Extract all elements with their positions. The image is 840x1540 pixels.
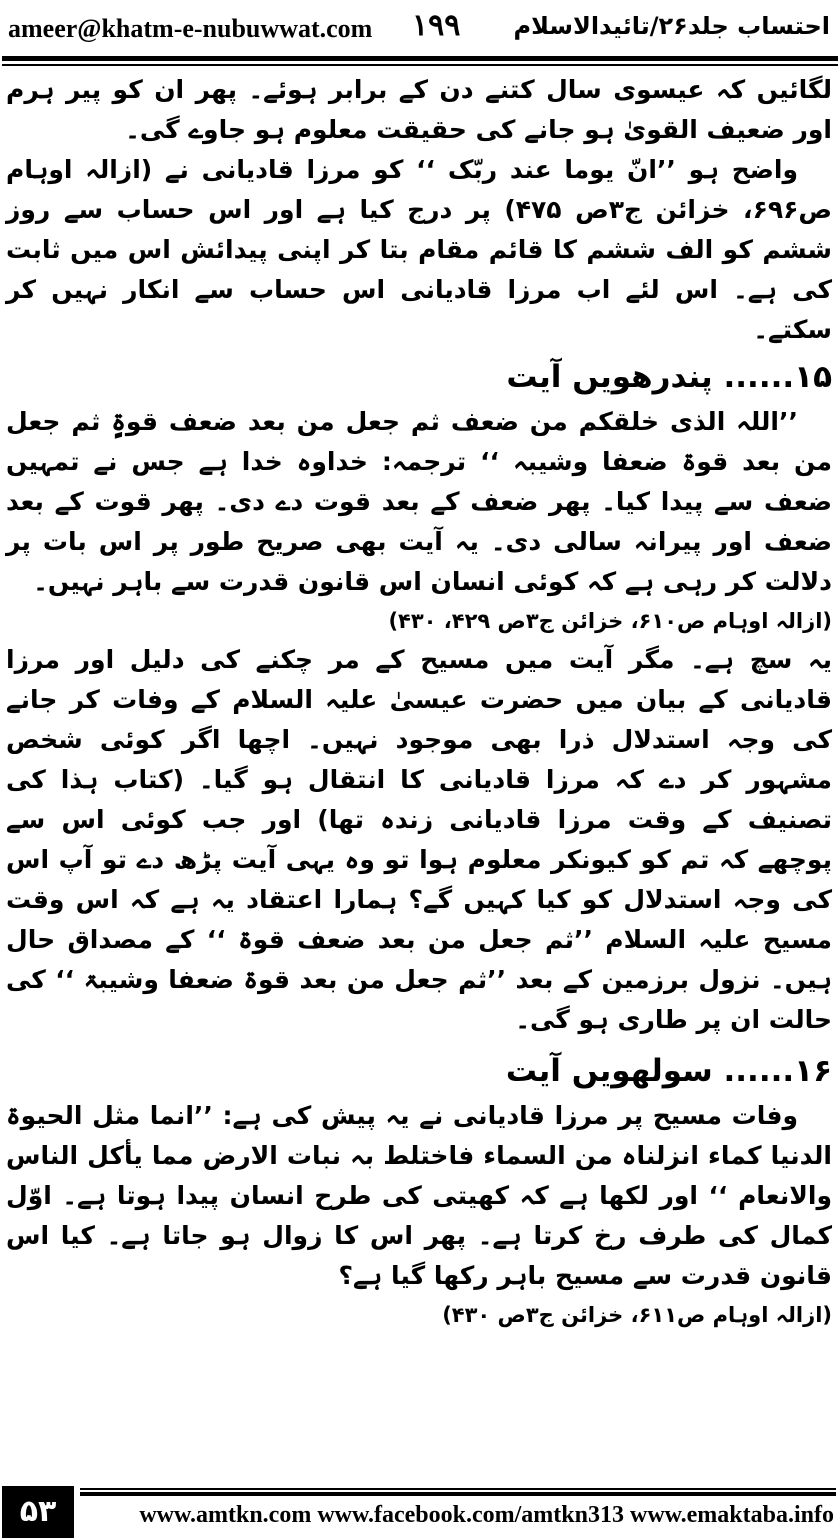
- page-content: [6, 70, 832, 1334]
- paragraph-4: یہ سچ ہے۔ مگر آیت میں مسیح کے مر چکنے کی دلیل اور مرزا قادیانی کے بیان میں حضرت عیسیٰ علیہ السلام کے وفات کر جانے کی وجہ استدلال ذرا بھی موجود نہیں۔ اچھا اگر کوئی شخص مشہور کر دے کہ مرزا قادیانی کا انتقال ہو گیا۔ (کتاب ہذا کی تصنیف کے وقت مرزا قادیانی زندہ تھا) اور جب کوئی اس سے پوچھے کہ تم کو کیونکر معلوم ہوا تو وہ یہی آیت پڑھ دے تو آپ اس کی وجہ استدلال کو کیا کہیں گے؟ ہمارا اعتقاد یہ ہے کہ اس وقت مسیح علیہ السلام ’’ثم جعل من بعد ضعف قوۃ ‘‘ کے مصداق حال ہیں۔ نزول برزمین کے بعد ’’ثم جعل من بعد قوۃ ضعفا وشیبۃ ‘‘ کی حالت ان پر طاری ہو گی۔: [6, 645, 832, 1034]
- paragraph-5: وفات مسیح پر مرزا قادیانی نے یہ پیش کی ہے: ’’انما مثل الحیوۃ الدنیا کماء انزلناہ من السماء فاختلط بہ نبات الارض مما یأکل الناس والانعام ‘‘ اور لکھا ہے کہ کھیتی کی طرح انسان پیدا ہوتا ہے۔ اوّل کمال کی طرف رخ کرتا ہے۔ پھر اس کا زوال ہو جاتا ہے۔ کیا اس قانون قدرت سے مسیح باہر رکھا گیا ہے؟: [6, 1101, 832, 1290]
- header-rule-thin: [2, 64, 838, 66]
- footer-rule-thin: [80, 1488, 836, 1490]
- header-book-title: احتساب جلد۲۶/تائیدالاسلام: [513, 12, 830, 40]
- heading-15th-verse: ۱۵...... پندرھویں آیت: [506, 359, 832, 395]
- header-rule-thick: [2, 56, 838, 61]
- header-page-number: ۱۹۹: [412, 8, 461, 43]
- paragraph-3: ’’اللہ الذی خلقکم من ضعف ثم جعل من بعد ضعف قوۃٍ ثم جعل من بعد قوۃ ضعفا وشیبہ ‘‘ ترجمہ: خداوہ خدا ہے جس نے تمہیں ضعف سے پیدا کیا۔ پھر ضعف کے بعد قوت دے دی۔ پھر قوت کے بعد ضعف اور پیرانہ سالی دی۔ یہ آیت بھی صریح طور پر اس بات پر دلالت کر رہی ہے کہ کوئی انسان اس قانون قدرت سے باہر نہیں۔: [6, 407, 832, 596]
- paragraph-2: واضح ہو ’’انّ یوما عند ربّک ‘‘ کو مرزا قادیانی نے (ازالہ اوہام ص۶۹۶، خزائن ج۳ص ۴۷۵) پر درج کیا ہے اور اس حساب سے روز ششم کو الف ششم کا قائم مقام بتا کر اپنی پیدائش اس میں ثابت کی ہے۔ اس لئے اب مرزا قادیانی اس حساب سے انکار نہیں کر سکتے۔: [6, 155, 832, 344]
- footer-rule-thick: [80, 1492, 836, 1496]
- heading-16th-verse: ۱۶...... سولھویں آیت: [505, 1053, 832, 1089]
- paragraph-1: لگائیں کہ عیسوی سال کتنے دن کے برابر ہوئے۔ پھر ان کو پیر ہرم اور ضعیف القویٰ ہو جانے کی حقیقت معلوم ہو جاوے گی۔: [6, 75, 832, 144]
- reference-2: (ازالہ اوہام ص۶۱۱، خزائن ج۳ص ۴۳۰): [442, 1303, 832, 1327]
- page-header: [0, 0, 840, 62]
- footer-links[interactable]: www.amtkn.com www.facebook.com/amtkn313 www.emaktaba.info: [139, 1502, 834, 1528]
- footer-page-badge: ۵۳: [2, 1486, 74, 1538]
- header-email[interactable]: ameer@khatm-e-nubuwwat.com: [8, 14, 373, 43]
- reference-1: (ازالہ اوہام ص۶۱۰، خزائن ج۳ص ۴۲۹، ۴۳۰): [388, 609, 832, 633]
